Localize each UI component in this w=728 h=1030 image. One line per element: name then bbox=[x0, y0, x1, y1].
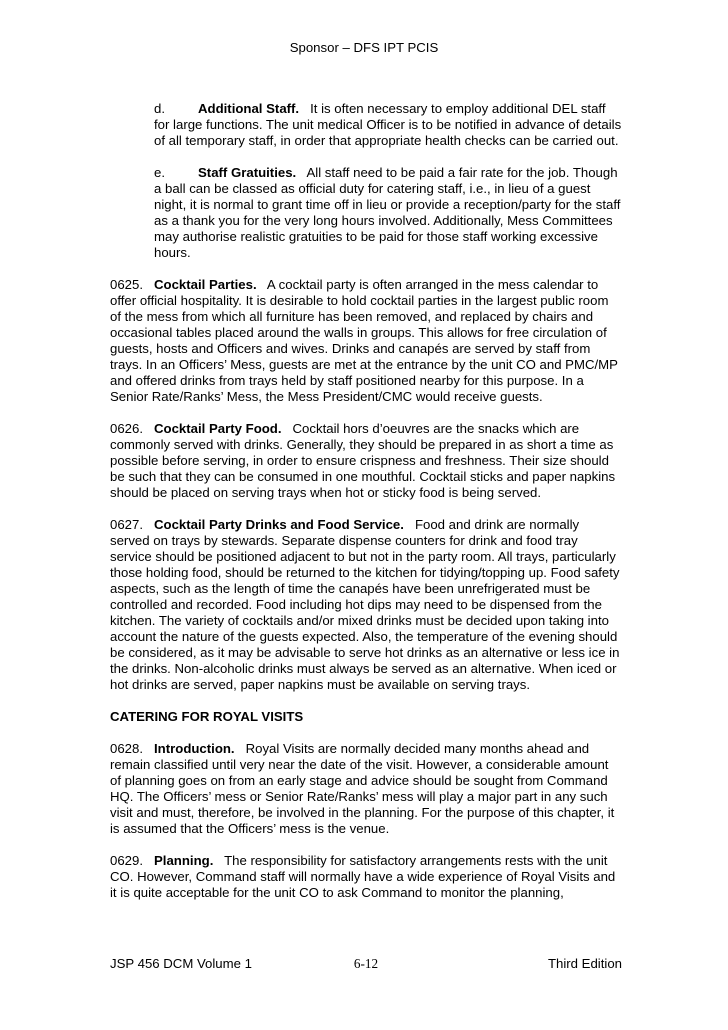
paragraph-text: Cocktail hors d’oeuvres are the snacks which are commonly served with drinks. Generally, they should be prepared in as short a time as possible before serving, in order to ensure crispness and freshness. Their size should be such that they can be consumed in one mouthful. Cocktail sticks and paper napkins should be placed on serving trays when hot or sticky food is being served. bbox=[110, 421, 616, 500]
footer-document-id: JSP 456 DCM Volume 1 bbox=[110, 956, 252, 971]
document-body bbox=[110, 101, 622, 917]
subitem-title: Staff Gratuities. bbox=[198, 165, 297, 180]
paragraph-title: Cocktail Parties. bbox=[154, 277, 257, 292]
section-heading: CATERING FOR ROYAL VISITS bbox=[110, 709, 304, 724]
subitem-staff-gratuities bbox=[110, 165, 622, 261]
subitem-text: It is often necessary to employ additional DEL staff for large functions. The unit medical Officer is to be notified in advance of details of all temporary staff, in order that appropriate health checks can be carried out. bbox=[154, 101, 622, 148]
paragraph-number: 0629. bbox=[110, 853, 144, 868]
subitem-letter: e. bbox=[154, 165, 165, 180]
paragraph-text: The responsibility for satisfactory arrangements rests with the unit CO. However, Command staff will normally have a wide experience of Royal Visits and it is quite acceptable for the unit CO to ask Command to monitor the planning, bbox=[110, 853, 616, 900]
paragraph-number: 0625. bbox=[110, 277, 144, 292]
footer-edition: Third Edition bbox=[547, 956, 622, 971]
paragraph-title: Introduction. bbox=[154, 741, 235, 756]
paragraph-title: Cocktail Party Drinks and Food Service. bbox=[154, 517, 404, 532]
page-footer bbox=[110, 956, 622, 972]
subitem-additional-staff bbox=[110, 101, 622, 149]
paragraph-title: Planning. bbox=[154, 853, 214, 868]
paragraph-number: 0627. bbox=[110, 517, 144, 532]
paragraph-text: A cocktail party is often arranged in the mess calendar to offer official hospitality. It is desirable to hold cocktail parties in the largest public room of the mess from which all furniture has been removed, and replaced by chairs and occasional tables placed around the walls in groups. This allows for free circulation of guests, hosts and Officers and wives. Drinks and canapés are served by staff from trays. In an Officers’ Mess, guests are met at the entrance by the unit CO and PMC/MP and offered drinks from trays held by staff positioned nearby for this purpose. In a Senior Rate/Ranks’ Mess, the Mess President/CMC would receive guests. bbox=[110, 277, 618, 404]
page-header: Sponsor – DFS IPT PCIS bbox=[289, 40, 439, 55]
paragraph-text: Royal Visits are normally decided many months ahead and remain classified until very near the date of the visit. However, a considerable amount of planning goes on from an early stage and advice should be sought from Command HQ. The Officers’ mess or Senior Rate/Ranks’ mess will play a major part in any such visit and must, therefore, be involved in the planning. For the purpose of this chapter, it is assumed that the Officers’ mess is the venue. bbox=[110, 741, 615, 836]
paragraph-0629 bbox=[110, 853, 622, 901]
paragraph-0628 bbox=[110, 741, 622, 837]
paragraph-0626 bbox=[110, 421, 622, 501]
paragraph-title: Cocktail Party Food. bbox=[154, 421, 282, 436]
subitem-letter: d. bbox=[154, 101, 165, 116]
subitem-text: All staff need to be paid a fair rate for the job. Though a ball can be classed as official duty for catering staff, i.e., in lieu of a guest night, it is normal to grant time off in lieu or provide a reception/party for the staff as a thank you for the very long hours involved. Additionally, Mess Committees may authorise realistic gratuities to be paid for those staff working excessive hours. bbox=[154, 165, 621, 260]
paragraph-0627 bbox=[110, 517, 622, 693]
footer-page-number: 6-12 bbox=[353, 956, 379, 971]
paragraph-0625 bbox=[110, 277, 622, 405]
paragraph-text: Food and drink are normally served on trays by stewards. Separate dispense counters for drink and food tray service should be positioned adjacent to but not in the party room. All trays, particularly those holding food, should be returned to the kitchen for tidying/topping up. Food safety aspects, such as the length of time the canapés have been unrefrigerated must be controlled and recorded. Food including hot dips may need to be dispensed from the kitchen. The variety of cocktails and/or mixed drinks must be decided upon taking into account the nature of the guests expected. Also, the temperature of the evening should be considered, as it may be advisable to serve hot drinks as an alternative or less ice in the drinks. Non-alcoholic drinks must always be served as an alternative. When iced or hot drinks are served, paper napkins must be available on serving trays. bbox=[110, 517, 620, 692]
paragraph-number: 0626. bbox=[110, 421, 144, 436]
subitem-title: Additional Staff. bbox=[198, 101, 300, 116]
paragraph-number: 0628. bbox=[110, 741, 144, 756]
